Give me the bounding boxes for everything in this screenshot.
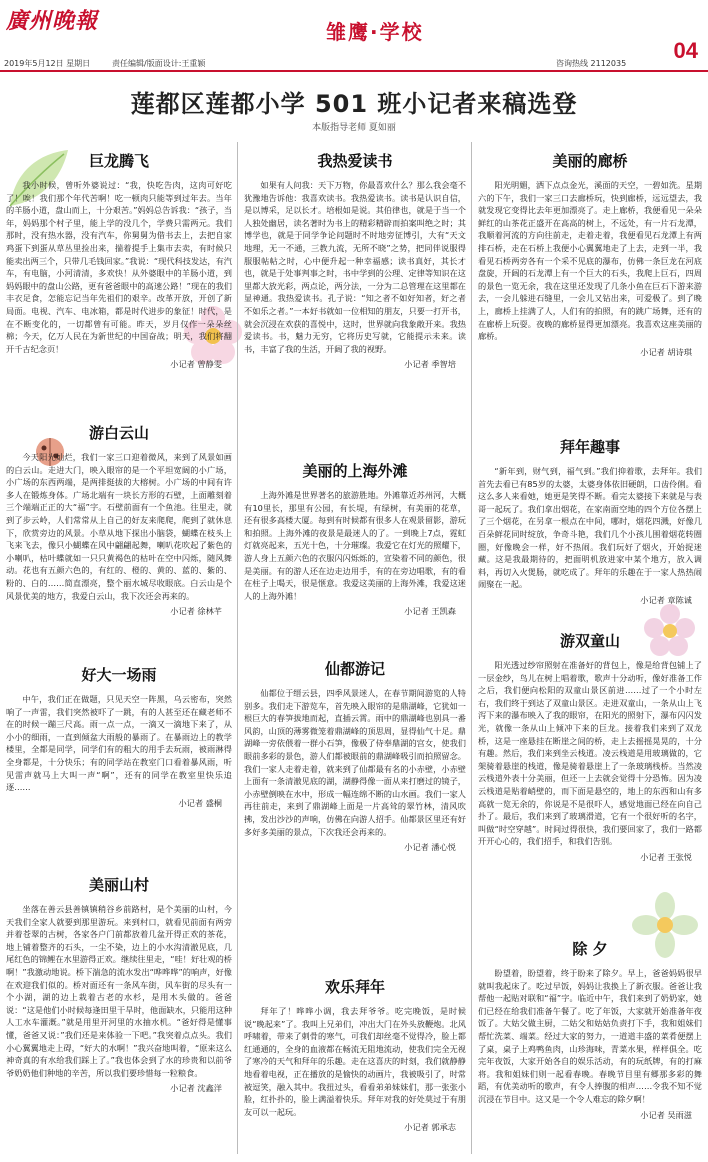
article-author: 小记者 王凯森 bbox=[404, 606, 456, 617]
article-author: 小记者 郭承志 bbox=[404, 1122, 456, 1133]
article-body: 我小时候，曾听外婆说过：“我，快吃告肉，这肉可好吃了！唉！我们那个年代苦啊！吃一顿肉只能等到过年去。当年的羊肠小道，盘山而上，十分艰苦。”妈妈总告诉我：“孩子，当年，妈妈那个村子里，能上学的没几个，学费只需两元。我们那时，没有热水器，没有汽车，你舅舅为借书去上，去把自家鸡蛋下到蛋从草丛里捡出来，揣着提手上集市去卖，有时候只能卖出两三个，只带几毛钱回家。”我说：“现代科技发达，有汽车，有电脑，小河清清，多欢快！从外婆眼中的羊肠小道，到妈妈眼中的盘山公路，更有爸爸眼中的高速公路！”现在的我们丰衣足食，怎能忘记当年先祖们的艰辛。改革开放，开创了新局面。电视、汽车、电冰箱，都是时代进步的象征！时代，是在不断变化的，一切都曾有可能。昨天，岁月仅作一朵朵丝棉；今天，亿万人民在为新世纪的中国奋战；明天，我们将翻开千古纪念页！ bbox=[6, 180, 232, 354]
article-shang-hai-wai-tan bbox=[244, 460, 466, 617]
article-author: 小记者 曾静雯 bbox=[170, 359, 222, 370]
article-body: 中午，我们正在做题，只见天空一阵黑，乌云密布，突然响了一声雷，我们突然被吓了一跳，有的人甚至还在藏老师不在的时候一蹦三尺高。雨一点一点，一滴又一滴地下来了，从小小的细雨，一直到倾盆大雨般的暴雨了。在暴雨边上的教学楼里，全都是同学，同学们有的粗大的用手去玩雨，被雨淋得全身都是，十分快乐；有的同学站在教室门口看着暴风雨，听见雷声就马上大叫一声“啊”，还有的同学在教室里快乐追逐…… bbox=[6, 694, 232, 793]
article-body: 如果有人问我：天下万物，你最喜欢什么？那么我会毫不犹豫地告诉他：我喜欢读书。我热爱读书。读书是认识自信，是以博采，足以长才。培根如是说。其伯律也，就是于当一个人独处幽居，读名著时为书上的精彩精辟而拍案叫绝之时；其博学也，就是于同学争论问题时不时地旁征博引，大有“天文地理，无一不通，三教九流，无所不晓”之势，把同伴说服得服服帖帖之时，心中便升起一种幸福感；读书真好，其长才也，就是于处事判事之时，书中学到的公理、定律等知识在这里都大放光彩，两点论，两分法，一分为二总管理在这里都在显神通。我热爱读书。孔子说：“知之者不如好知者，好之者不如乐之者。”一本好书就如一位相知的朋友，只要一打开书，就会沉浸在欢获的喜悦中，这时，世界就向我象敞开来。我热爱读书。书，魅力无穷，它将历史写就，它能提示未来。读书，丰富了我的生活，开阔了我的视野。 bbox=[244, 180, 466, 354]
page-header bbox=[0, 0, 708, 64]
article-author: 小记者 盛桐 bbox=[178, 797, 222, 808]
page-headline: 莲都区莲都小学 501 班小记者来稿选登 bbox=[130, 90, 578, 118]
article-author: 小记者 王张悦 bbox=[640, 851, 692, 862]
article-title: 拜年趣事 bbox=[559, 438, 620, 456]
article-ju-long-teng-fei bbox=[6, 150, 232, 370]
article-title: 除 夕 bbox=[572, 940, 608, 958]
article-author: 小记者 章陈诚 bbox=[640, 594, 692, 605]
hotline: 咨询热线 2112035 bbox=[556, 59, 627, 68]
section-title: 雏鹰·学校 bbox=[326, 20, 424, 44]
issue-date: 2019年5月12日 星期日 bbox=[4, 59, 91, 68]
article-title: 仙都游记 bbox=[324, 660, 385, 678]
article-you-shuang-tong-shan bbox=[478, 630, 702, 863]
editor-credit: 责任编辑/版面设计:王重颖 bbox=[112, 59, 206, 68]
article-body: 仙都位于缙云县，四季风景迷人，在春节期间游览的人特别多。我们走下游览车，首先映入眼帘的是鼎湖峰，它犹如一根巨大的春笋拔地而起，直插云霄。雨中的鼎湖峰也别具一番风韵，山顶的薄雾微笼着鼎湖峰的顶思周，显得仙气十足。鼎湖峰一旁依偎着一群小石笋，像极了侍奉鼎湖的宫女，使我们眼前多彩的景色，游人们都被眼前的鼎湖峰吸引而拍照留念。我们一家人走着走着，就来到了仙都最有名的小赤壁，小赤壁上面有一条清澈见底的湖，湖静得像一面从来打磨过的镜子，小赤壁倒映在水中，形成一幅连绵不断的山水画。我们一家人再往前走，来到了鼎湖峰上面是一片高耸的翠竹林，清风吹拂，发出沙沙的声响，仿佛在向游人招手。仙都景区里还有好多好多美丽的景点，下次我还会再来的。 bbox=[244, 688, 466, 837]
article-mei-li-shan-cun bbox=[6, 874, 232, 1094]
article-title: 欢乐拜年 bbox=[324, 978, 385, 996]
article-title: 我热爱读书 bbox=[317, 152, 393, 170]
info-line bbox=[0, 58, 708, 68]
article-title: 巨龙腾飞 bbox=[88, 152, 149, 170]
article-huan-le-bai-nian bbox=[244, 976, 466, 1133]
article-title: 美丽的上海外滩 bbox=[302, 462, 408, 480]
headline-byline: 本版指导老师 夏如丽 bbox=[312, 123, 396, 133]
article-chu-xi bbox=[478, 938, 702, 1121]
article-body: 上海外滩是世界著名的旅游胜地。外滩靠近苏州河，大概有10里长，那里有公园，有长堤，有绿树，有美丽的花草，还有很多高楼大厦。每到有时候都有很多人在观景留影，游玩和拍照。上海外滩的夜景是最迷人的了。一到晚上7点，霓虹灯就亮起来，五光十色，十分璀璨。我爱它在灯光的照耀下，游人身上五颜六色的衣服闪闪烁烁的，宣染着不同的颜色，很是美丽。有的游人还在边走边用手，有的在旁边唱歌，有的看在柱子上喝天，很是惬意。我爱这美丽的上海外滩，我爱这迷人的上海外滩！ bbox=[244, 490, 466, 601]
article-title: 好大一场雨 bbox=[81, 666, 157, 684]
article-body: 坐落在善云县善镇镇稍谷乡前路村，是个美丽的山村，今天我们全家人就要到那里游玩。来到村口，就看见前面有两旁并着苍翠的古树，各家各户门前都放着几盆开得正欢的茶花，地上铺着整齐的石头，一尘不染，边上的小水沟清澈见底，几尾红色的锦鲤在水里游得正欢。继续往里走，“哇！好壮观的桥啊！”我激动地说。桥下湍急的流水发出“哗哗哗”的响声，好像在欢迎我们似的。桥对面还有一条风车街，风车街的尽头有一个小湖，湖的边上栽着古老的水杉，是用木头做的。爸爸说：“这是他们小时候每逢田里干旱时，他面缺水，只能用这种人工水车灌溉。”就是用里开河里的水抽水机。“爸好得是懂事懂，爸爸又说：”我们还是来体验一下吧。”我突着点点头。我们小心翼翼地走上碍，“好大的水啊！”我兴奋地叫着，“原来这么神奇真的有水给我们踩上了。”我也体会到了水的珍贵和以前爷爷奶奶他们种地的辛苦，所以我们要珍惜每一粒粮食。 bbox=[6, 904, 232, 1078]
article-you-bai-yun-shan bbox=[6, 422, 232, 617]
column-divider bbox=[237, 142, 238, 1154]
article-author: 小记者 季智培 bbox=[404, 359, 456, 370]
article-title: 游白云山 bbox=[88, 424, 149, 442]
page-number: 04 bbox=[673, 38, 698, 63]
column-divider bbox=[471, 142, 472, 1154]
article-author: 小记者 胡诗琪 bbox=[640, 346, 692, 357]
article-hao-da-yi-chang-yu bbox=[6, 664, 232, 809]
article-title: 美丽的廊桥 bbox=[552, 152, 628, 170]
article-body: 拜年了！哗哗小调，我去拜爷爷。吃完晚饭，是时候说“晚起来”了。我叫上兄弟们，冲出大门在外头放鞭炮。北风呼啸着，带来了刺骨的寒气，可我们却丝毫不觉得冷，脸上都红通通的，全身的血液都在畅流无阻地流动，使我们完全无视了寒冷的天气和拜年的乐趣。走在这喜庆的时刻，我们就静静地看着电视，正在播放的是愉快的动画片，我被吸引了，时常被逗笑，融入其中。我扭过头，看看弟弟妹妹们，那一张张小脸，红扑扑的，脸上满溢着快乐。拜年对我的好处莫过于有朋友可以一起玩。 bbox=[244, 1006, 466, 1117]
article-title: 游双童山 bbox=[559, 632, 620, 650]
article-wo-re-ai-du-shu bbox=[244, 150, 466, 370]
article-author: 小记者 潘心悦 bbox=[404, 842, 456, 853]
article-body: “新年到，财气到，福气到。”我们抑着歌，去拜年。我们首先去看已有85岁的太婆，太婆身体依旧硬朗，口齿伶俐。看这么多人来看她，她更是笑得不断。看完太婆接下来就是与表哥一起玩了。我们拿出烟花，在家南面空地的四个方位各摆上了三个烟花，在另拿一根点在中间，哪时，烟花四溅，好像几百朵鲜花同时绽放，争奇斗艳，我们几个小孩儿围着烟花转圈圈，好像晚会一样，好不热闹。我们玩好了烟火，开始捉迷藏。这是我最期待的，把面明机放进家中某个地方，放入调料，再切入火煲肠，就吃成了。拜年的乐趣在于一家人热热闹闹聚在一起。 bbox=[478, 466, 702, 590]
article-body: 盼望着，盼望着，终于盼来了除夕。早上，爸爸妈妈很早就叫我起床了。吃过早饭，妈妈让我换上了新衣服。爸爸让我帮他一起贴对联和“福”字。临近中午，我们来到了奶奶家，她们已经在给我们准备午餐了。吃了年饭，大家就开始准备年夜饭了。大姑父做主厨，二姑父和姑姑负责打下手，我和姐妹们帮忙洗菜、端菜。经过大家的努力，一道道丰盛的菜肴便摆上了桌，桌子上鸡鸭鱼肉，山珍海味，青菜水果，样样俱全。吃完年夜饭，大家开始各自的娱乐活动，有的玩纸牌，有的打麻将。我和姐妹们则一起看春晚。春晚节目里有郷那多彩的舞蹈，有优美动听的歌声，有令人捧腹的相声……令我不知不觉沉浸在节目中。这又是一个令人难忘的除夕啊！ bbox=[478, 968, 702, 1104]
article-body: 今天阳光灿烂，我们一家三口迎着微风，来到了风景如画的白云山。走进大门，映入眼帘的是一个平坦宽阔的小广场，小广场的东西两端，是两排挺拔的大榕树。小广场的中间有许多人在锻炼身体。广场北端有一块长方形的石壁，上面雕刻着三个端端正正的大“福”字。石壁前面有一个鱼池。往里走，就到了步云岭，人们常常从上自己的好友来爬爬，爬到了就休息下，欣赏旁边的风景。小草从地下探出小脑袋，蝴蝶在枝头上飞来飞去，像只小蝴蝶在风中翩翩起舞，喇叭花吹起了紫色的小喇叭，枯叶蝶就如一只只黄褐色的枯叶在空中闪烁，随风舞动。花也有五颜六色的，有红的、橙的、黄的、蓝的、紫的、粉的、白的……简直漂亮，整个丽水城尽收眼底。白云山是个风景优美的地方，我爱白云山，我下次还会再来的。 bbox=[6, 452, 232, 601]
header-divider bbox=[0, 70, 708, 72]
article-body: 阳光明媚，洒下点点金光，溪面的天空，一碧如洗。星期六的下午，我们一家三口去廊桥玩，快到廊桥，远远望去，我就发现它变得比去年更加漂亮了。走上廊桥，我便看见一朵朵鲜红的山茶花正盛开在高高的树上，不远处，有一片石龙潭，我顺着河流的方向往前走，走着走着，我便看见石龙潭上有两排石桥，走在石桥上我便小心翼翼地走了上去，走到一半，我看见石桥两旁各有一个采不见底的瀑布，仿佛一条巨龙在河底盘旋，开阔的石龙潭上有一个巨大的石头，我爬上巨石，四周的景色一览无余，我在这里还发现了几条小鱼在巨石下游来游去，一会儿躲进石缝里，一会儿又钻出来，可爱极了。到了晚上，廊桥上挂满了人，人们有的拍照，有的跳广场舞，还有的在廊桥上玩耍。夜晚的廊桥显得更加漂亮。我喜欢这座美丽的廊桥。 bbox=[478, 180, 702, 342]
article-author: 小记者 吴雨滋 bbox=[640, 1109, 692, 1120]
article-body: 阳光透过纱帘照射在准备好的背包上，像是给背包铺上了一层金纱，鸟儿在树上唱着歌，歌声十分动听，像好准备工作之后，我们便向松阳的双童山景区前进……过了一个小时左右，我们终于到达了双童山景区。走进双童山，一条从山上飞泻下来的瀑布映入了我的眼帘，在阳光的照射下，瀑布闪闪发光，就像一条从山上倾冲下来的巨龙。接着我们来到了双龙桥，这是一座悬挂在断崖之间的桥，走上去摇摇晃晃的，十分有趣。然后，我们来到坐云栈道。凌云栈道是用玻璃做的，它架骑着悬崖的栈道，像是骑着悬崖上了一条玻璃栈桥。当然凌云栈道外表十分美丽，但还一上去就会觉得十分恐怖。因为凌云栈道是贴着峭壁的，而下面是悬空的，地上的东西和山有多高就一览无余的，你说是不是很吓人，感觉地面已经在向自己扑了。最后，我们来到了玻璃滑道，它有一个很好听的名字，叫做“时空穿越”。时间过得很快，我们要回家了，我们一路都开开心心的，我们招手，和我们告别。 bbox=[478, 660, 702, 847]
article-title: 美丽山村 bbox=[88, 876, 149, 894]
article-author: 小记者 沈鑫洋 bbox=[170, 1083, 222, 1094]
article-bai-nian-qu-shi bbox=[478, 436, 702, 606]
article-mei-li-de-lang-qiao bbox=[478, 150, 702, 358]
article-author: 小记者 徐林芊 bbox=[170, 606, 222, 617]
masthead-logo: 廣州晚報 bbox=[6, 8, 99, 34]
article-xian-du-you-ji bbox=[244, 658, 466, 853]
